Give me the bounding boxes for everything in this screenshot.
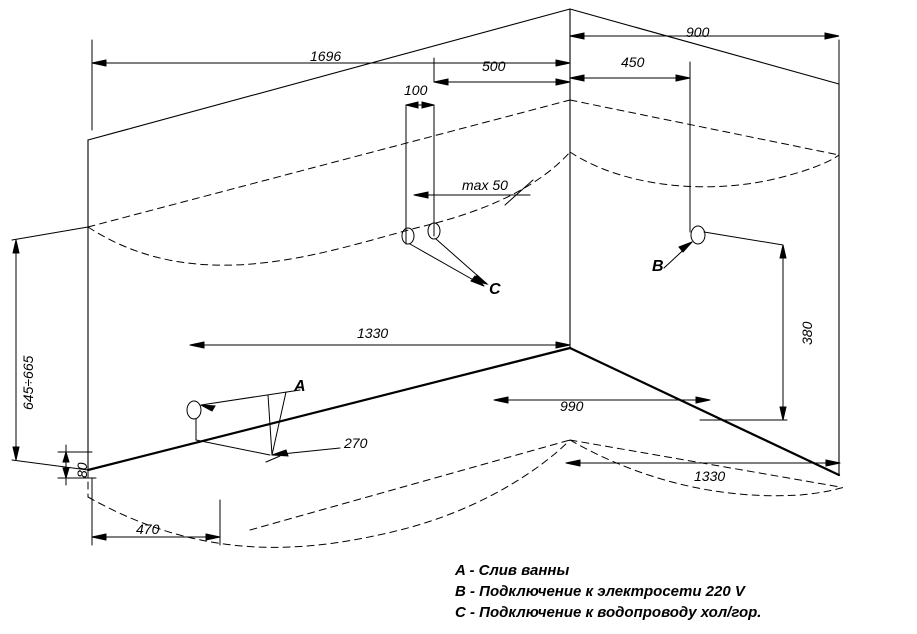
tub-inner-curve-left	[88, 152, 570, 265]
tub-rim-right	[570, 348, 839, 475]
arrow-1330-bottom-right	[826, 460, 840, 466]
max50-slash	[505, 180, 533, 205]
tub-bottom-curve-left	[88, 440, 570, 547]
tick-270	[266, 456, 280, 462]
tub-rim-left	[88, 348, 570, 470]
dimension-1330-bottom: 1330	[694, 468, 726, 484]
arrow-100-right	[422, 102, 434, 108]
dimension-900: 900	[686, 24, 710, 40]
arrow-80-bottom	[63, 468, 69, 478]
arrow-1696-left	[92, 60, 106, 66]
arrow-1330-top-left	[190, 342, 204, 348]
arrow-900-right	[825, 33, 839, 39]
arrow-max50	[414, 192, 428, 198]
arrow-80-top	[63, 452, 69, 462]
tub-bottom-edge-left	[250, 440, 570, 530]
dimension-100: 100	[404, 82, 428, 98]
callout-b: B	[652, 258, 664, 275]
arrow-a	[201, 405, 215, 411]
legend-item-b: B - Подключение к электросети 220 V	[455, 583, 745, 600]
ext-line-645-top	[12, 227, 88, 240]
arrow-470-left	[92, 534, 106, 540]
dim-line-a-270-ref	[196, 440, 270, 455]
tub-inner-back-left	[88, 100, 570, 227]
arrow-470-right	[206, 534, 220, 540]
dimension-380: 380	[799, 321, 815, 345]
arrow-500-left	[434, 79, 448, 85]
dimension-990: 990	[560, 398, 584, 414]
dimension-80: 80	[74, 462, 90, 478]
arrow-900-left	[570, 33, 584, 39]
dimension-645-665: 645÷665	[20, 355, 36, 410]
arrow-1330-top-right	[556, 342, 570, 348]
arrow-450-left	[570, 75, 584, 81]
callout-c: C	[489, 281, 501, 298]
tub-edge-top-back	[88, 9, 570, 140]
legend-item-c: C - Подключение к водопроводу хол/гор.	[455, 604, 762, 621]
arrow-b	[679, 242, 692, 252]
dimension-1696: 1696	[310, 48, 342, 64]
dimension-1330-top: 1330	[357, 325, 389, 341]
tub-edge-top-right	[570, 9, 839, 84]
arrow-500-right	[556, 79, 570, 85]
tub-inner-back-right	[570, 100, 839, 155]
arrow-645-top	[13, 240, 19, 253]
arrow-270-left	[272, 450, 288, 456]
leader-b-to-380	[704, 232, 783, 245]
callout-a: A	[294, 378, 306, 395]
dimension-450: 450	[621, 54, 645, 70]
arrow-450-right	[676, 75, 690, 81]
power-connector	[691, 226, 705, 244]
dimension-270: 270	[344, 435, 368, 451]
tub-inner-curve-right	[570, 152, 839, 187]
legend	[455, 560, 761, 623]
arrow-100-left	[406, 102, 418, 108]
dimension-470: 470	[136, 521, 160, 537]
arrow-380-top	[780, 245, 786, 258]
arrow-1330-bottom-left	[566, 460, 580, 466]
drain-connector	[187, 401, 201, 419]
arrow-380-bottom	[780, 407, 786, 420]
dimension-500: 500	[482, 58, 506, 74]
arrow-1696-right	[556, 60, 570, 66]
arrow-990-left	[494, 397, 508, 403]
arrow-990-right	[696, 397, 710, 403]
legend-item-a: A - Слив ванны	[455, 562, 570, 579]
arrow-645-bottom	[13, 447, 19, 460]
dimension-max50: max 50	[462, 177, 508, 193]
